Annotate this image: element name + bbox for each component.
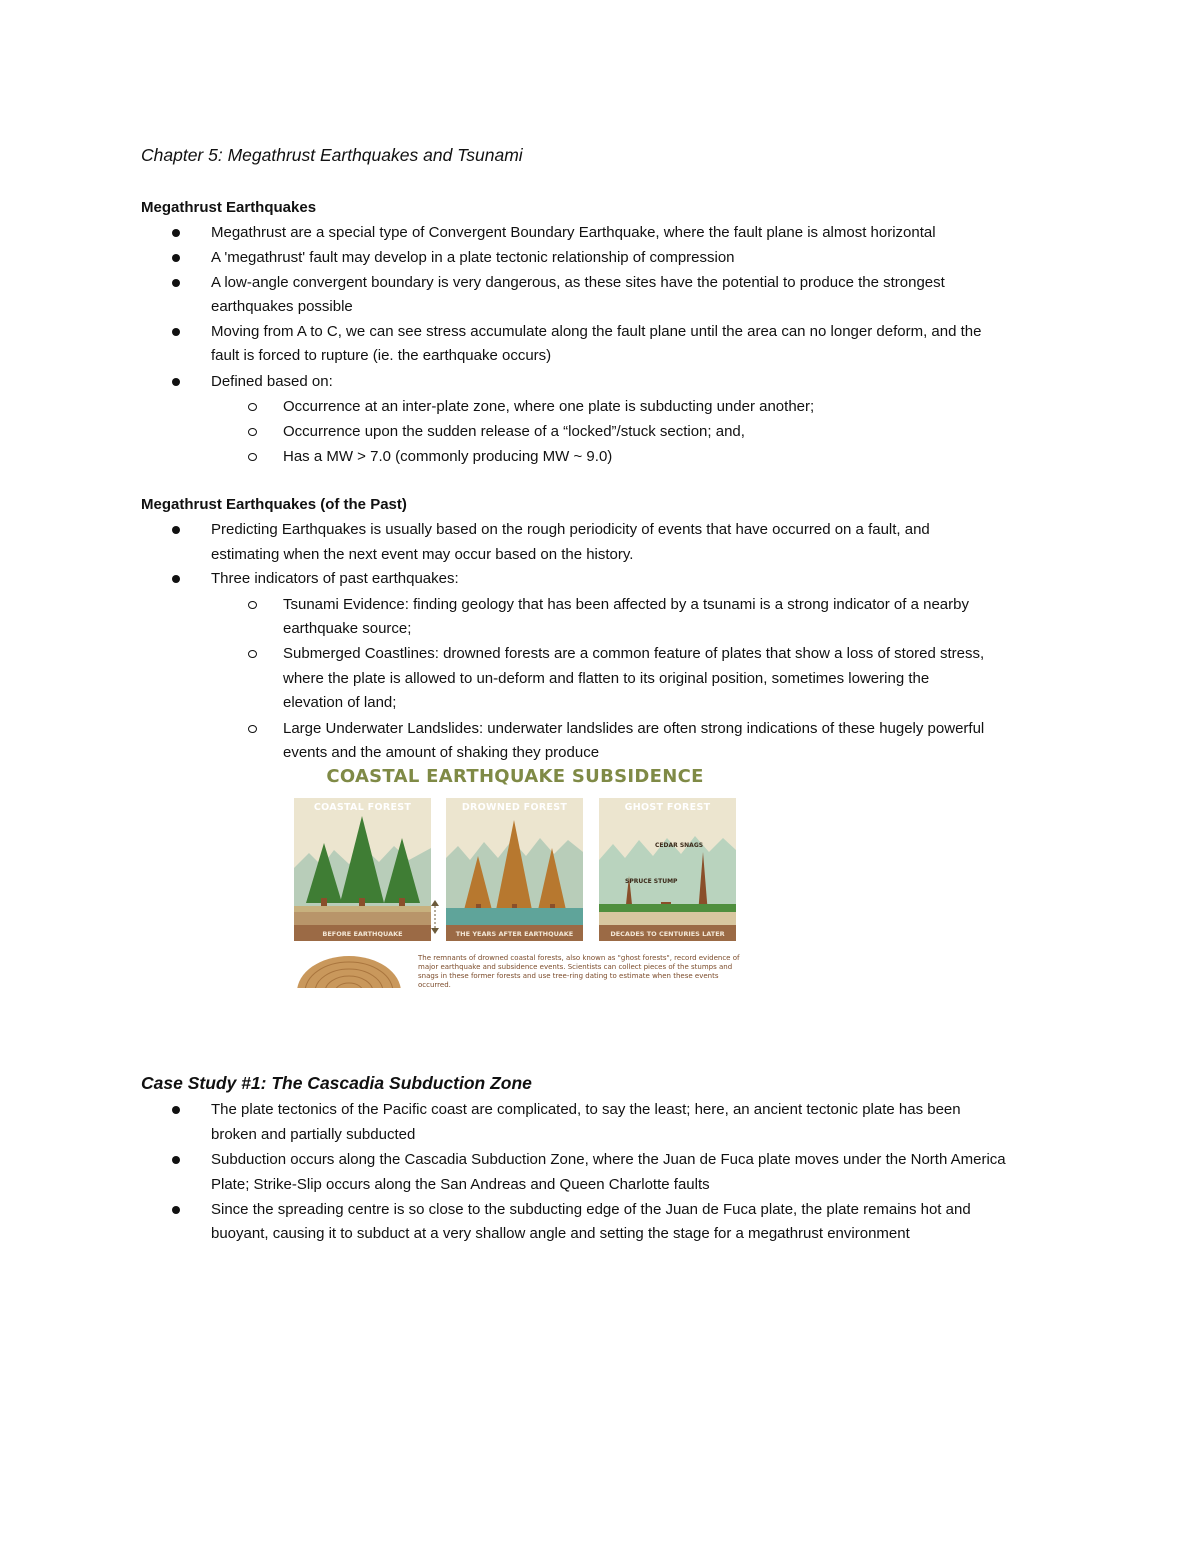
list-item: Predicting Earthquakes is usually based on the rough periodicity of events that have occurred on a fault, and: [211, 521, 930, 538]
list-item-continuation: estimating when the next event may occur based on the history.: [211, 546, 634, 563]
bullet-icon: [172, 328, 180, 336]
spruce-stump-label: SPRUCE STUMP: [625, 878, 678, 885]
bullet-icon: [172, 254, 180, 262]
panel-coastal-forest: [294, 798, 431, 941]
list-item: The plate tectonics of the Pacific coast are complicated, to say the least; here, an ancient tectonic plate has been: [211, 1101, 961, 1118]
bullet-icon: [172, 1206, 180, 1214]
sub-bullet-icon: [248, 650, 257, 658]
list-item-continuation: fault is forced to rupture (ie. the earthquake occurs): [211, 347, 552, 364]
sub-list-item-continuation: earthquake source;: [283, 620, 412, 637]
panel-caption: THE YEARS AFTER EARTHQUAKE: [455, 930, 574, 938]
section-heading-past: Megathrust Earthquakes (of the Past): [141, 496, 407, 513]
section-heading-megathrust: Megathrust Earthquakes: [141, 199, 317, 216]
list-item: Since the spreading centre is so close to the subducting edge of the Juan de Fuca plate, the plate remains hot and: [211, 1201, 971, 1218]
tree-ring-icon: [294, 952, 404, 988]
sub-list-item: Has a MW > 7.0 (commonly producing MW ~ 9.0): [283, 448, 613, 465]
bullet-icon: [172, 1106, 180, 1114]
panel-label: DROWNED FOREST: [461, 802, 568, 813]
sub-list-item-continuation: events and the amount of shaking they produce: [283, 744, 600, 761]
list-item: Three indicators of past earthquakes:: [211, 570, 459, 587]
subsidence-arrow-icon: [427, 806, 443, 936]
sub-bullet-icon: [248, 725, 257, 733]
coastal-subsidence-figure: [290, 766, 740, 988]
panel-label: GHOST FOREST: [624, 802, 711, 813]
sub-list-item-continuation: elevation of land;: [283, 694, 397, 711]
panel-drowned-forest: [446, 798, 583, 941]
ghost-forest-illustration: [599, 798, 736, 941]
list-item: Moving from A to C, we can see stress accumulate along the fault plane until the area can no longer deform, and the: [211, 323, 982, 340]
list-item: A 'megathrust' fault may develop in a plate tectonic relationship of compression: [211, 249, 735, 266]
bullet-icon: [172, 229, 180, 237]
sub-bullet-icon: [248, 428, 257, 436]
panel-ghost-forest: [599, 798, 736, 941]
sub-list-item: Large Underwater Landslides: underwater landslides are often strong indications of these hugely powerful: [283, 720, 985, 737]
list-item-continuation: broken and partially subducted: [211, 1126, 416, 1143]
cedar-snags-label: CEDAR SNAGS: [655, 842, 704, 849]
figure-title: COASTAL EARTHQUAKE SUBSIDENCE: [326, 766, 704, 787]
chapter-title: Chapter 5: Megathrust Earthquakes and Tsunami: [141, 145, 523, 165]
drowned-forest-illustration: [446, 798, 583, 941]
case-study-title: Case Study #1: The Cascadia Subduction Zone: [141, 1073, 532, 1093]
list-item: Subduction occurs along the Cascadia Subduction Zone, where the Juan de Fuca plate moves under the North America: [211, 1151, 1006, 1168]
list-item-continuation: Plate; Strike-Slip occurs along the San Andreas and Queen Charlotte faults: [211, 1176, 710, 1193]
list-item-continuation: earthquakes possible: [211, 298, 353, 315]
coastal-forest-illustration: [294, 798, 431, 941]
sub-list-item: Occurrence upon the sudden release of a “locked”/stuck section; and,: [283, 423, 745, 440]
panel-label: COASTAL FOREST: [313, 802, 412, 813]
bullet-icon: [172, 1156, 180, 1164]
subsidence-side-label: [427, 806, 443, 936]
list-item-continuation: buoyant, causing it to subduct at a very shallow angle and setting the stage for a megathrust environment: [211, 1225, 910, 1242]
sub-list-item: Tsunami Evidence: finding geology that has been affected by a tsunami is a strong indicator of a nearby: [283, 596, 969, 613]
bullet-icon: [172, 378, 180, 386]
panel-caption: BEFORE EARTHQUAKE: [322, 930, 403, 938]
sub-bullet-icon: [248, 601, 257, 609]
sub-list-item-continuation: where the plate is allowed to un-deform and flatten to its original position, sometimes lowering the: [283, 670, 930, 687]
sub-bullet-icon: [248, 453, 257, 461]
panel-caption: DECADES TO CENTURIES LATER: [610, 930, 725, 938]
bullet-icon: [172, 526, 180, 534]
list-item: Megathrust are a special type of Convergent Boundary Earthquake, where the fault plane is almost horizontal: [211, 224, 936, 241]
sub-bullet-icon: [248, 403, 257, 411]
sub-list-item: Submerged Coastlines: drowned forests are a common feature of plates that show a loss of stored stress,: [283, 645, 985, 662]
bullet-icon: [172, 575, 180, 583]
list-item: Defined based on:: [211, 373, 333, 390]
figure-caption: The remnants of drowned coastal forests, also known as "ghost forests", record evidence of major earthquake and subsidence events. Scientists can collect pieces of the stumps and snags in these former forests and use tree-ring dating to estimate when these events occurred.: [418, 954, 740, 989]
bullet-icon: [172, 279, 180, 287]
list-item: A low-angle convergent boundary is very dangerous, as these sites have the potential to produce the strongest: [211, 274, 945, 291]
sub-list-item: Occurrence at an inter-plate zone, where one plate is subducting under another;: [283, 398, 815, 415]
